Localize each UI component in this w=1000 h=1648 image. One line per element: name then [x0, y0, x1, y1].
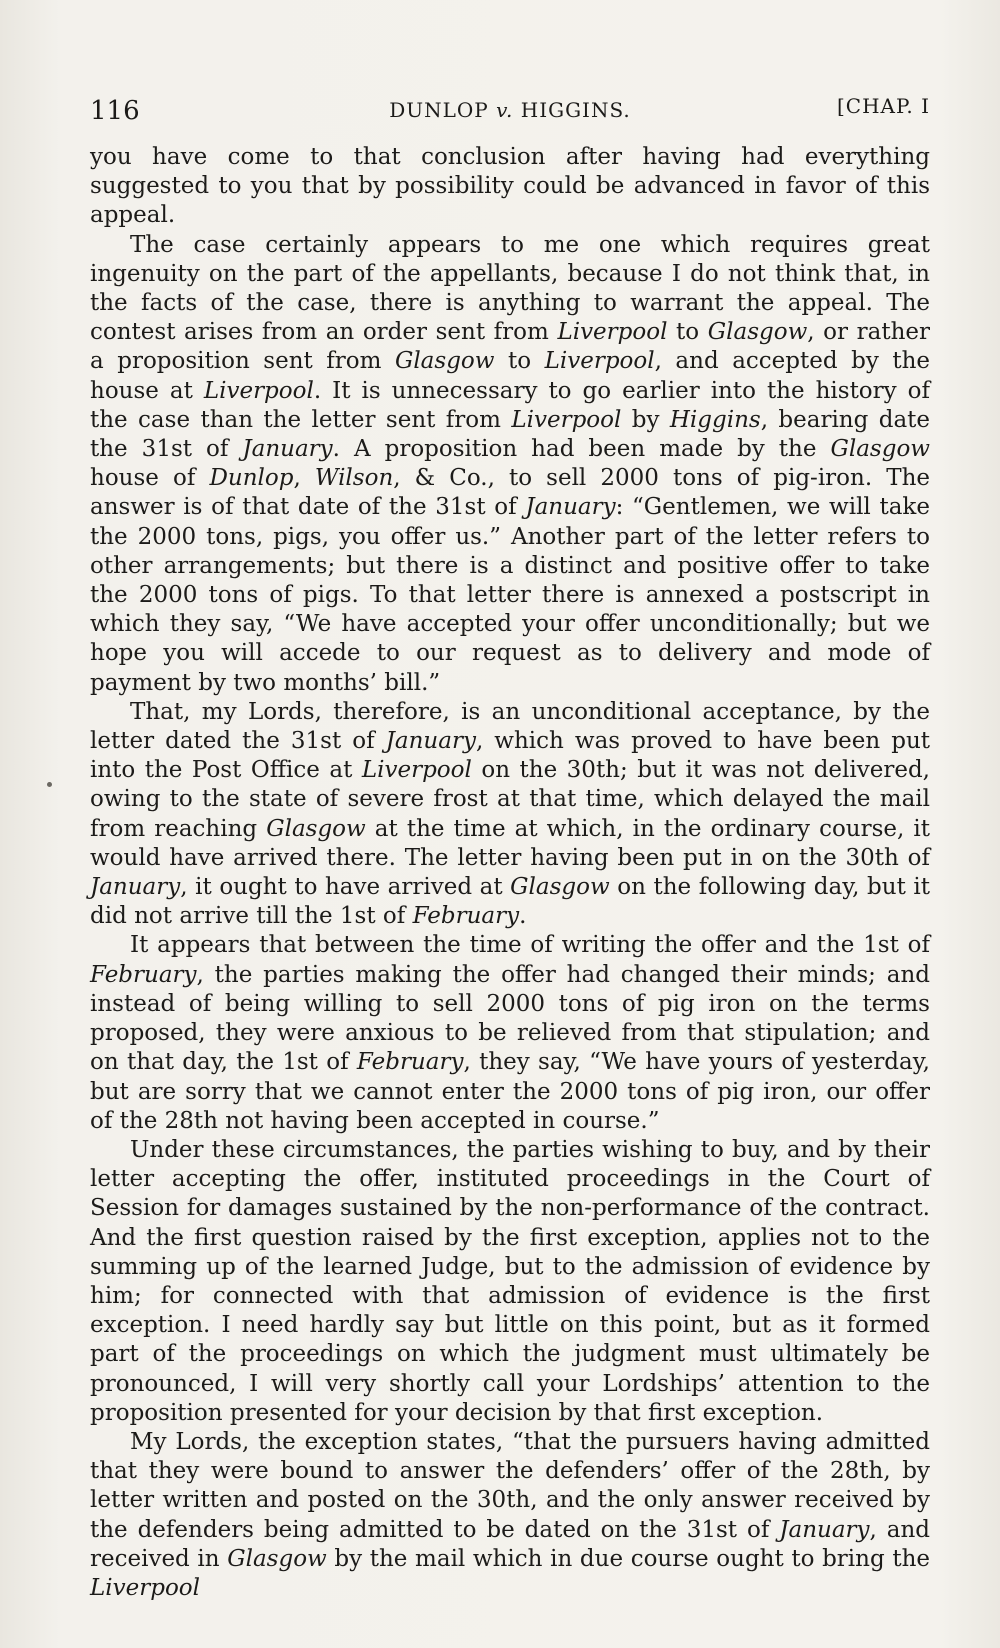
paragraph: The case certainly appears to me one which requires great ingenuity on the part of the appellants, because I do not think that, in the facts of the case, there is anything to warrant the appeal. The contest arises from an order sent from Liverpool to Glasgow, or rather a proposition sent from Glasgow to Liverpool, and accepted by the house at Liverpool. It is unnecessary to go earlier into the history of the case than the letter sent from Liverpool by Higgins, bearing date the 31st of January. A proposition had been made by the Glasgow house of Dunlop, Wilson, & Co., to sell 2000 tons of pig-iron. The answer is of that date of the 31st of January: “Gentlemen, we will take the 2000 tons, pigs, you offer us.” Another part of the letter refers to other arrangements; but there is a distinct and positive offer to take the 2000 tons of pigs. To that letter there is annexed a postscript in which they say, “We have accepted your offer unconditionally; but we hope you will accede to our request as to delivery and mode of payment by two months’ bill.”	[90, 231, 931, 696]
page-number: 116	[90, 96, 140, 126]
margin-dot	[47, 782, 52, 787]
paragraph: Under these circumstances, the parties wishing to buy, and by their letter accepting the offer, instituted proceedings in the Court of Session for damages sustained by the non-performance of the contract. And the first question raised by the first exception, applies not to the summing up of the learned Judge, but to the admission of evidence by him; for connected with that admission of evidence is the first exception. I need hardly say but little on this point, but as it formed part of the proceedings on which the judgment must ultimately be pronounced, I will very shortly call your Lordships’ attention to the proposition presented for your decision by that first exception.	[90, 1136, 930, 1426]
page-header	[90, 90, 930, 130]
paragraph: That, my Lords, therefore, is an unconditional acceptance, by the letter dated the 31st of January, which was proved to have been put into the Post Office at Liverpool on the 30th; but it was not delivered, owing to the state of severe frost at that time, which delayed the mail from reaching Glasgow at the time at which, in the ordinary course, it would have arrived there. The letter having been put in on the 30th of January, it ought to have arrived at Glasgow on the following day, but it did not arrive till the 1st of February.	[90, 698, 930, 930]
running-title: DUNLOP v. HIGGINS.	[389, 98, 631, 122]
paragraph: It appears that between the time of writing the offer and the 1st of February, the parties making the offer had changed their minds; and instead of being willing to sell 2000 tons of pig iron on the terms proposed, they were anxious to be relieved from that stipulation; and on that day, the 1st of February, they say, “We have yours of yesterday, but are sorry that we cannot enter the 2000 tons of pig iron, our offer of the 28th not having been accepted in course.”	[90, 932, 930, 1134]
body-text	[90, 143, 930, 1603]
chapter-label: [CHAP. I	[836, 94, 930, 118]
paragraph: you have come to that conclusion after having had everything suggested to you that by possibility could be advanced in favor of this appeal.	[90, 144, 930, 229]
paragraph: My Lords, the exception states, “that the pursuers having admitted that they were bound to answer the defenders’ offer of the 28th, by letter written and posted on the 30th, and the only answer received by the defenders being admitted to be dated on the 31st of January, and received in Glasgow by the mail which in due course ought to bring the Liverpool	[90, 1428, 931, 1601]
